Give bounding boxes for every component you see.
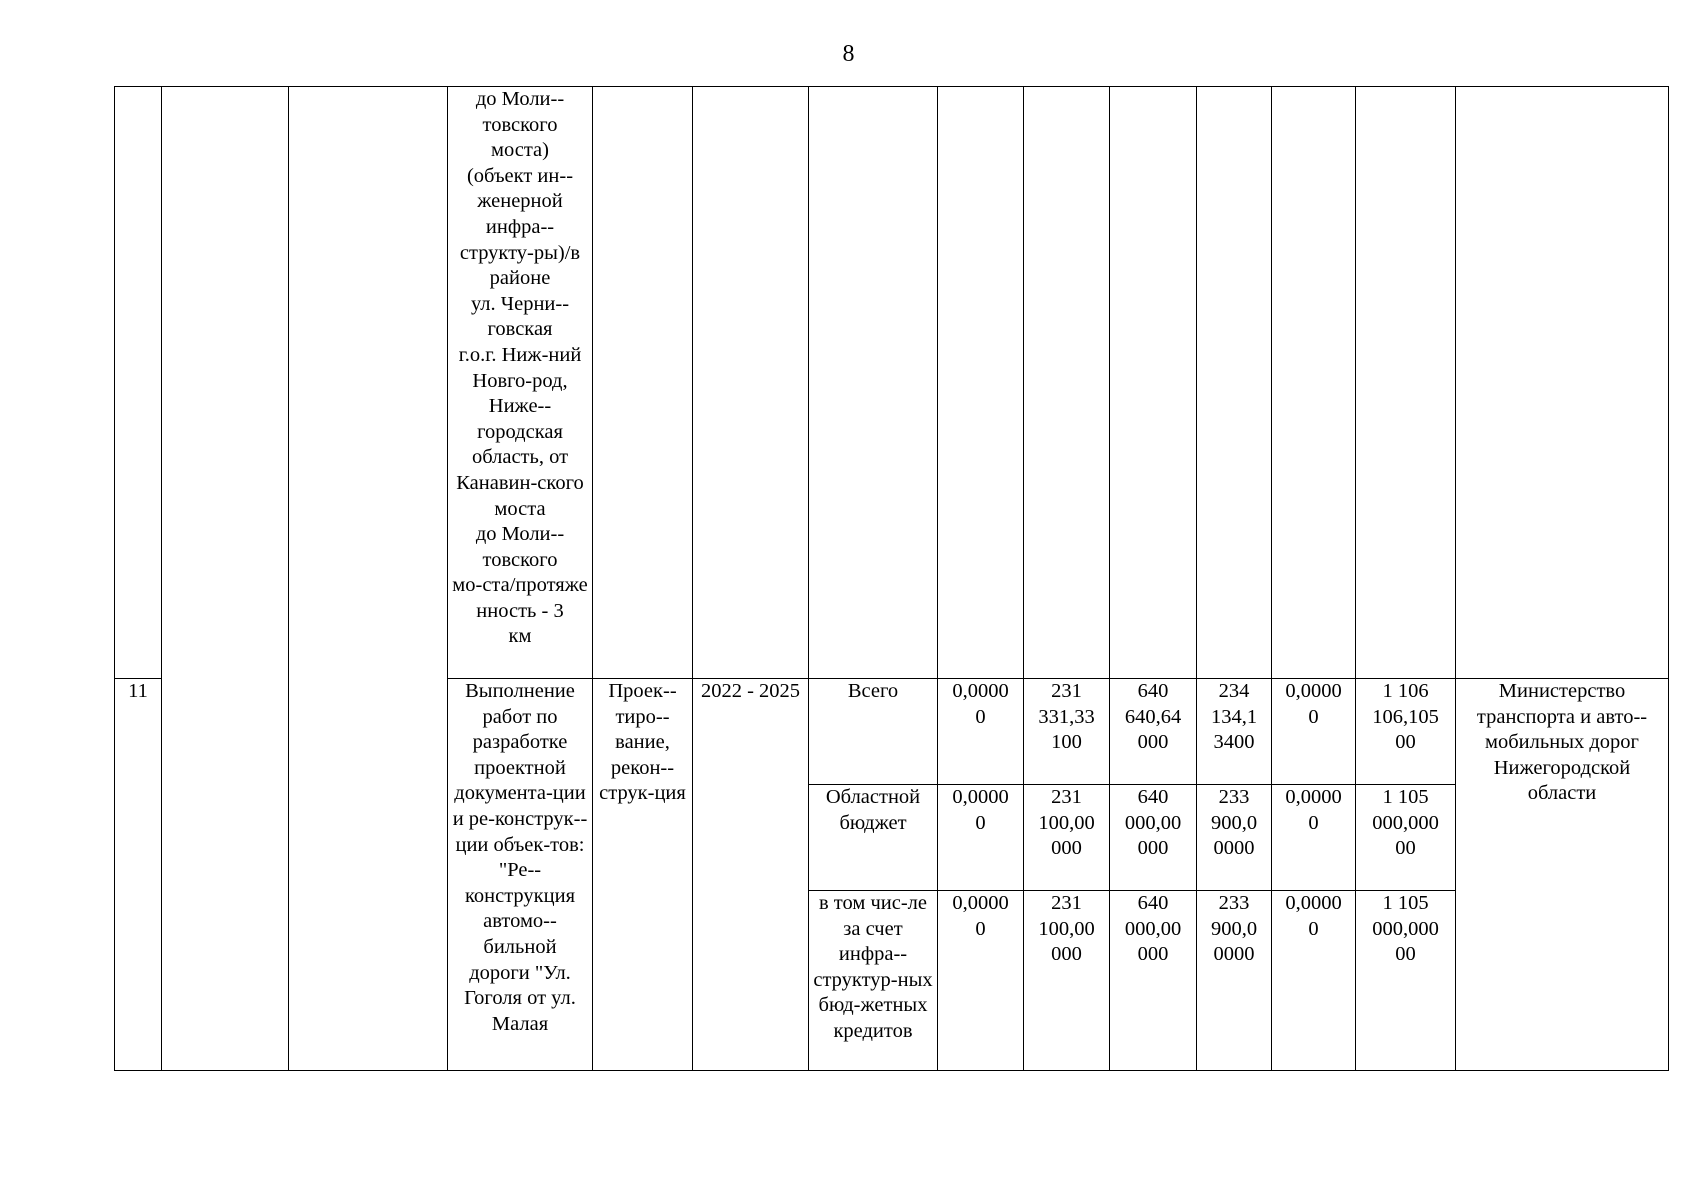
implementation-period: 2022 - 2025 xyxy=(693,679,809,1071)
object-name-prev: до Моли-товского моста) (объект ин-женерной инфра-структу-ры)/в районе ул. Черни-говская г.о.г. Ниж-ний Новго-род, Ниже-городская область, от Канавин-ского моста до Моли-товского мо-ста/протяже нность - 3 км xyxy=(448,87,593,679)
responsible-executor: Министерство транспорта и авто-мобильных дорог Нижегородской области xyxy=(1456,679,1669,1071)
object-name: Выполнение работ по разработке проектной документа-ции и ре-конструк-ции объек-тов: "Ре-конструкция автомо-бильной дороги "Ул. Гоголя от ул. Малая xyxy=(448,679,593,1071)
cell-empty xyxy=(1456,87,1669,679)
cell-col3-merged xyxy=(289,87,448,1071)
value-cell: 1 105 000,000 00 xyxy=(1356,891,1456,1071)
funding-source-regional: Областной бюджет xyxy=(809,785,938,891)
cell-empty xyxy=(1197,87,1272,679)
value-cell: 0,0000 0 xyxy=(938,679,1024,785)
value-cell: 640 000,00 000 xyxy=(1110,785,1197,891)
value-cell: 0,0000 0 xyxy=(1272,785,1356,891)
cell-empty xyxy=(809,87,938,679)
work-type: Проек-тиро-вание, рекон-струк-ция xyxy=(593,679,693,1071)
table-row-continuation xyxy=(115,87,1669,679)
value-cell: 640 000,00 000 xyxy=(1110,891,1197,1071)
cell-empty xyxy=(1110,87,1197,679)
value-cell: 231 331,33 100 xyxy=(1024,679,1110,785)
value-cell: 233 900,0 0000 xyxy=(1197,891,1272,1071)
cell-empty xyxy=(1024,87,1110,679)
value-cell: 1 105 000,000 00 xyxy=(1356,785,1456,891)
cell-empty xyxy=(693,87,809,679)
cell-empty xyxy=(593,87,693,679)
value-cell: 231 100,00 000 xyxy=(1024,891,1110,1071)
value-cell: 1 106 106,105 00 xyxy=(1356,679,1456,785)
cell-col2-merged xyxy=(162,87,289,1071)
value-cell: 0,0000 0 xyxy=(1272,891,1356,1071)
value-cell: 233 900,0 0000 xyxy=(1197,785,1272,891)
cell-number-prev xyxy=(115,87,162,679)
value-cell: 234 134,1 3400 xyxy=(1197,679,1272,785)
value-cell: 231 100,00 000 xyxy=(1024,785,1110,891)
row-number: 11 xyxy=(115,679,162,1071)
cell-empty xyxy=(938,87,1024,679)
funding-source-credits: в том чис-ле за счет инфра-структур-ных бюд-жетных кредитов xyxy=(809,891,938,1071)
value-cell: 0,0000 0 xyxy=(1272,679,1356,785)
value-cell: 0,0000 0 xyxy=(938,785,1024,891)
value-cell: 640 640,64 000 xyxy=(1110,679,1197,785)
cell-empty xyxy=(1272,87,1356,679)
funding-source-total: Всего xyxy=(809,679,938,785)
page-number: 8 xyxy=(842,41,855,67)
value-cell: 0,0000 0 xyxy=(938,891,1024,1071)
cell-empty xyxy=(1356,87,1456,679)
program-table xyxy=(114,86,1669,1071)
